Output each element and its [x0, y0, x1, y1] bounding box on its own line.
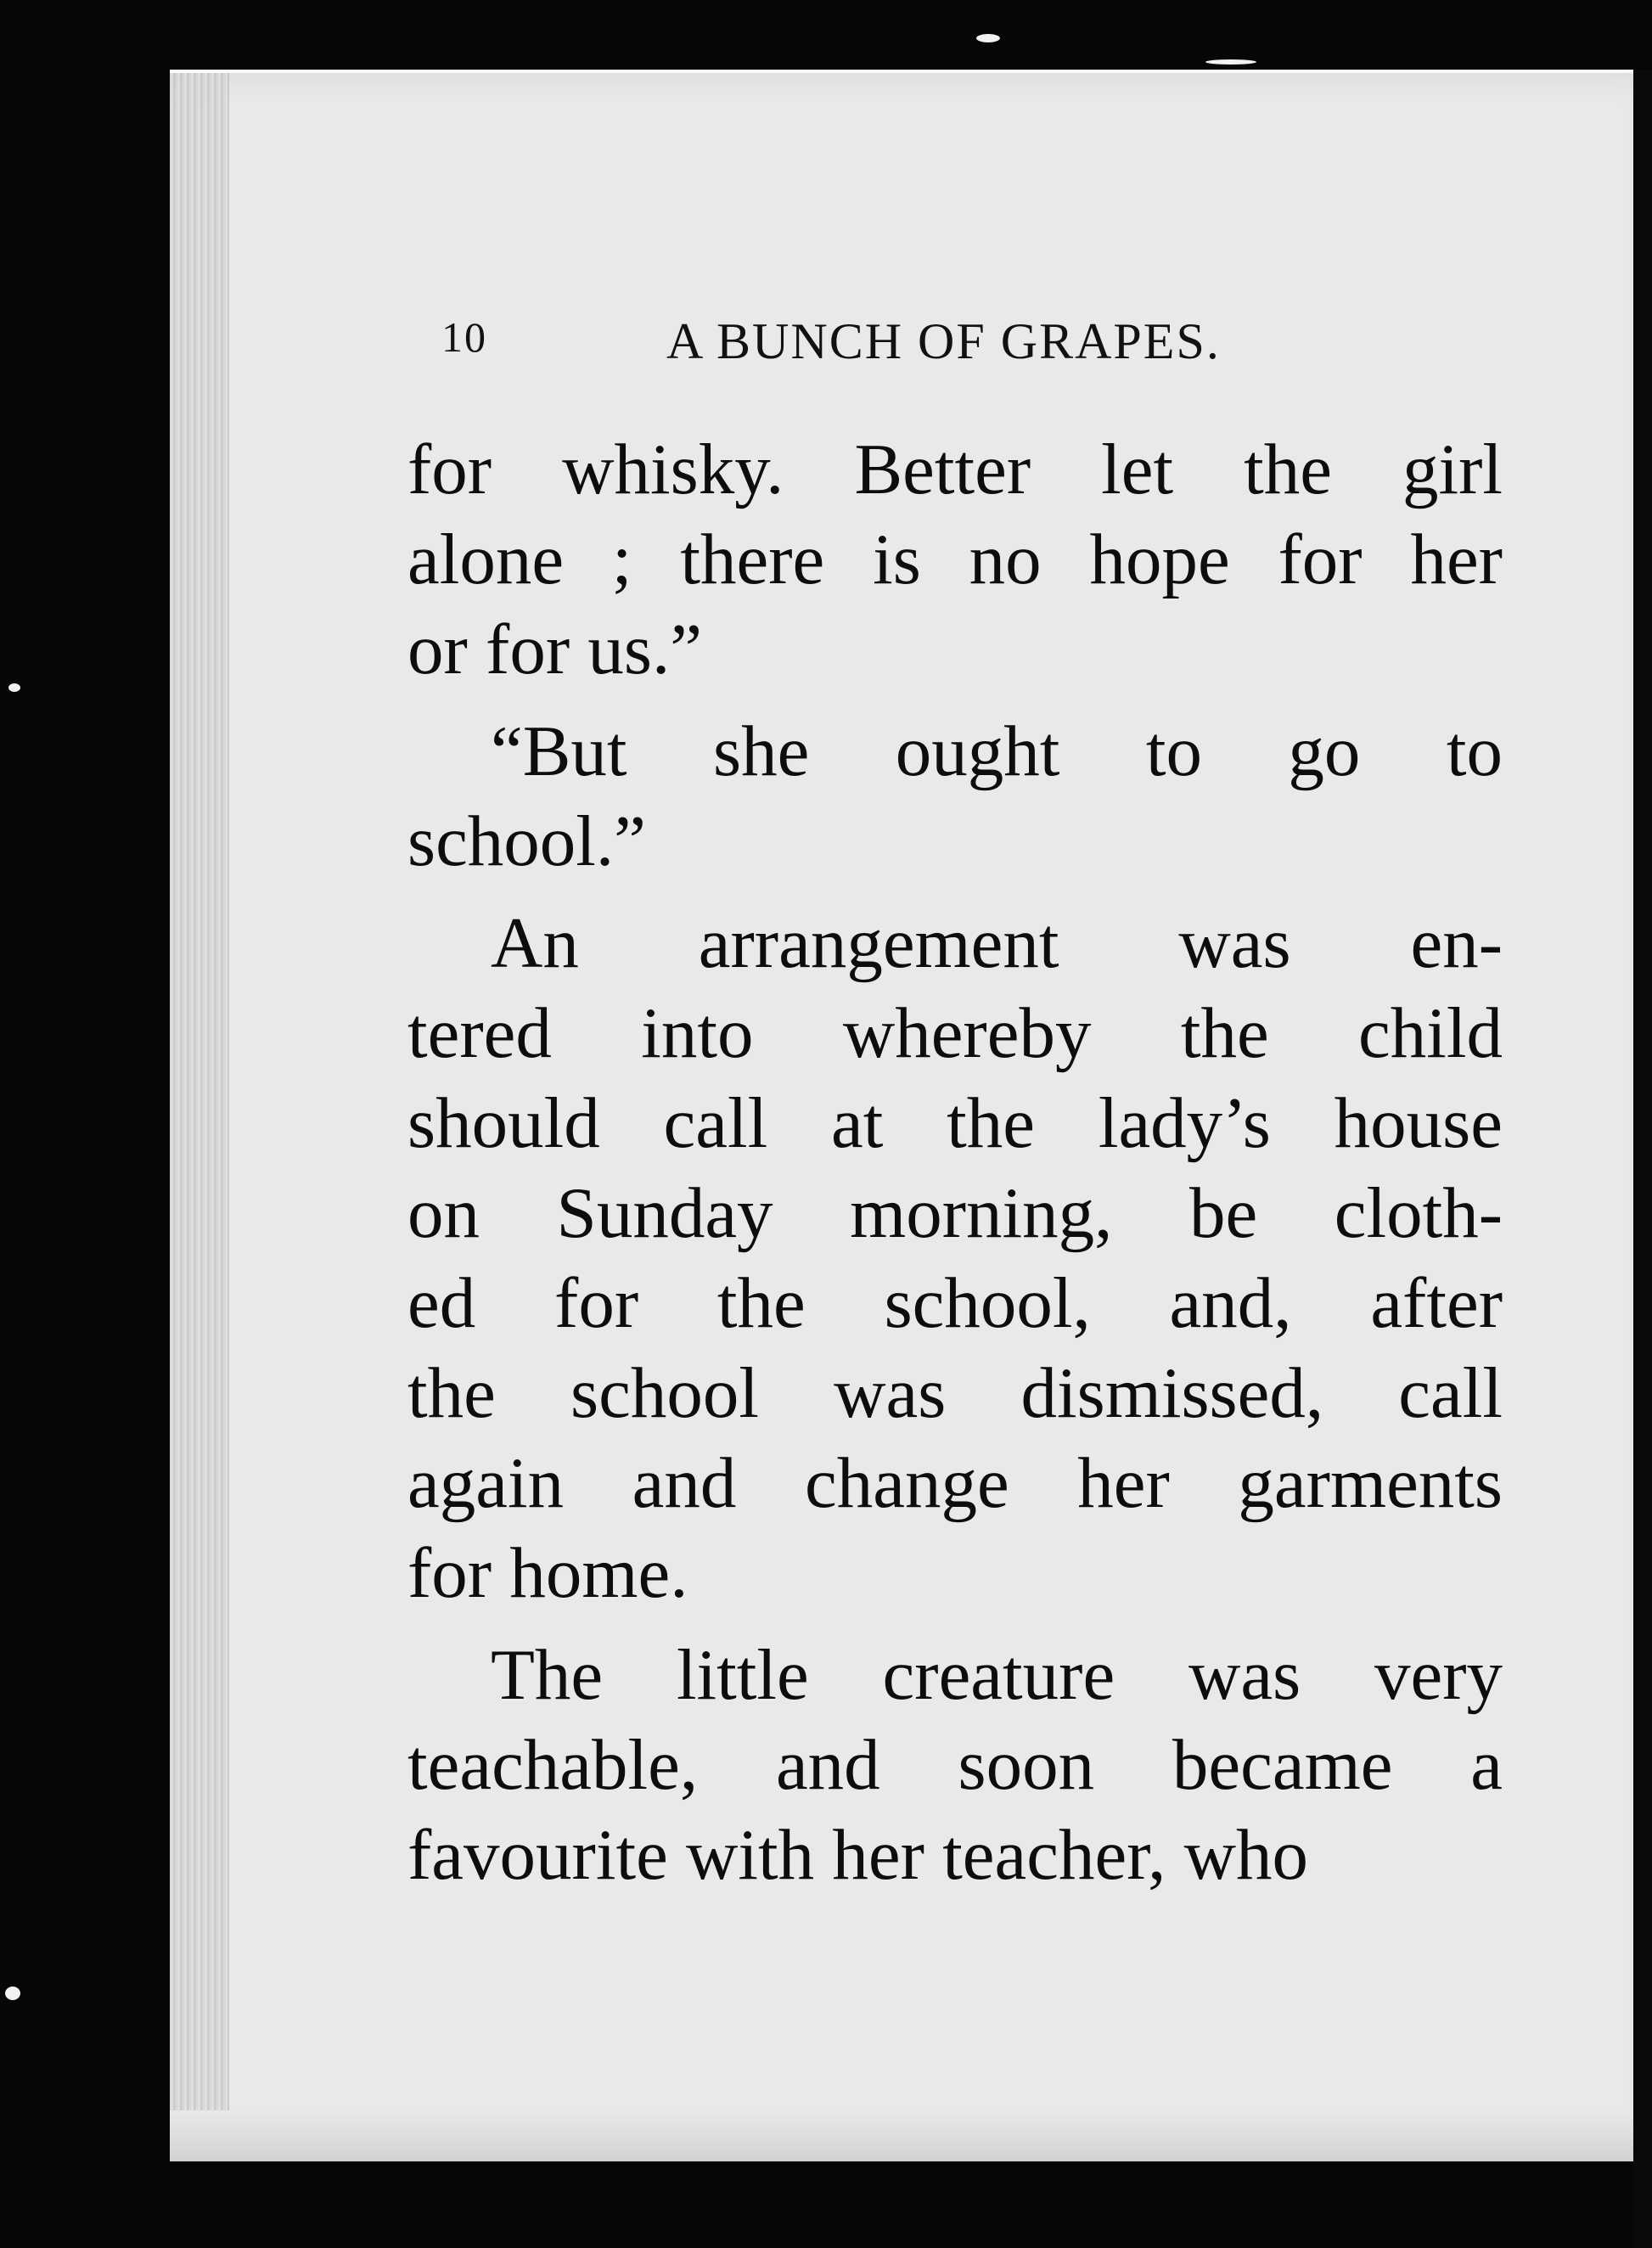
text-line: tered into whereby the child — [407, 993, 1503, 1073]
text-line: ed for the school, and, after — [407, 1263, 1503, 1343]
text-line: should call at the lady’s house — [407, 1083, 1503, 1163]
text-line: school.” — [407, 801, 646, 881]
running-title: A BUNCH OF GRAPES. — [666, 313, 1221, 369]
text-line: for whisky. Better let the girl — [407, 430, 1503, 509]
text-line: on Sunday morning, be cloth- — [407, 1173, 1503, 1253]
page-number: 10 — [441, 313, 487, 361]
text-line: again and change her garments — [407, 1443, 1503, 1523]
text-line: favourite with her teacher, who — [407, 1815, 1309, 1895]
scan-speck — [5, 1987, 20, 2000]
scan-speck — [1205, 59, 1256, 65]
body-text — [407, 424, 1503, 1900]
text-line: teachable, and soon became a — [407, 1725, 1503, 1805]
scan-speck — [976, 34, 1000, 42]
text-line: the school was dismissed, call — [407, 1353, 1503, 1433]
text-line: or for us.” — [407, 610, 702, 689]
page-edge — [170, 73, 229, 2161]
scan-speck — [8, 683, 20, 692]
running-head — [441, 312, 1324, 380]
text-line: An arrangement was en- — [491, 903, 1503, 983]
text-line: “But she ought to go to — [491, 711, 1503, 791]
page-bottom-edge — [170, 2110, 1652, 2161]
text-line: for home. — [407, 1533, 688, 1613]
book-spine-shadow — [1633, 70, 1652, 2248]
text-line: The little creature was very — [491, 1635, 1503, 1715]
text-line: alone ; there is no hope for her — [407, 520, 1503, 599]
